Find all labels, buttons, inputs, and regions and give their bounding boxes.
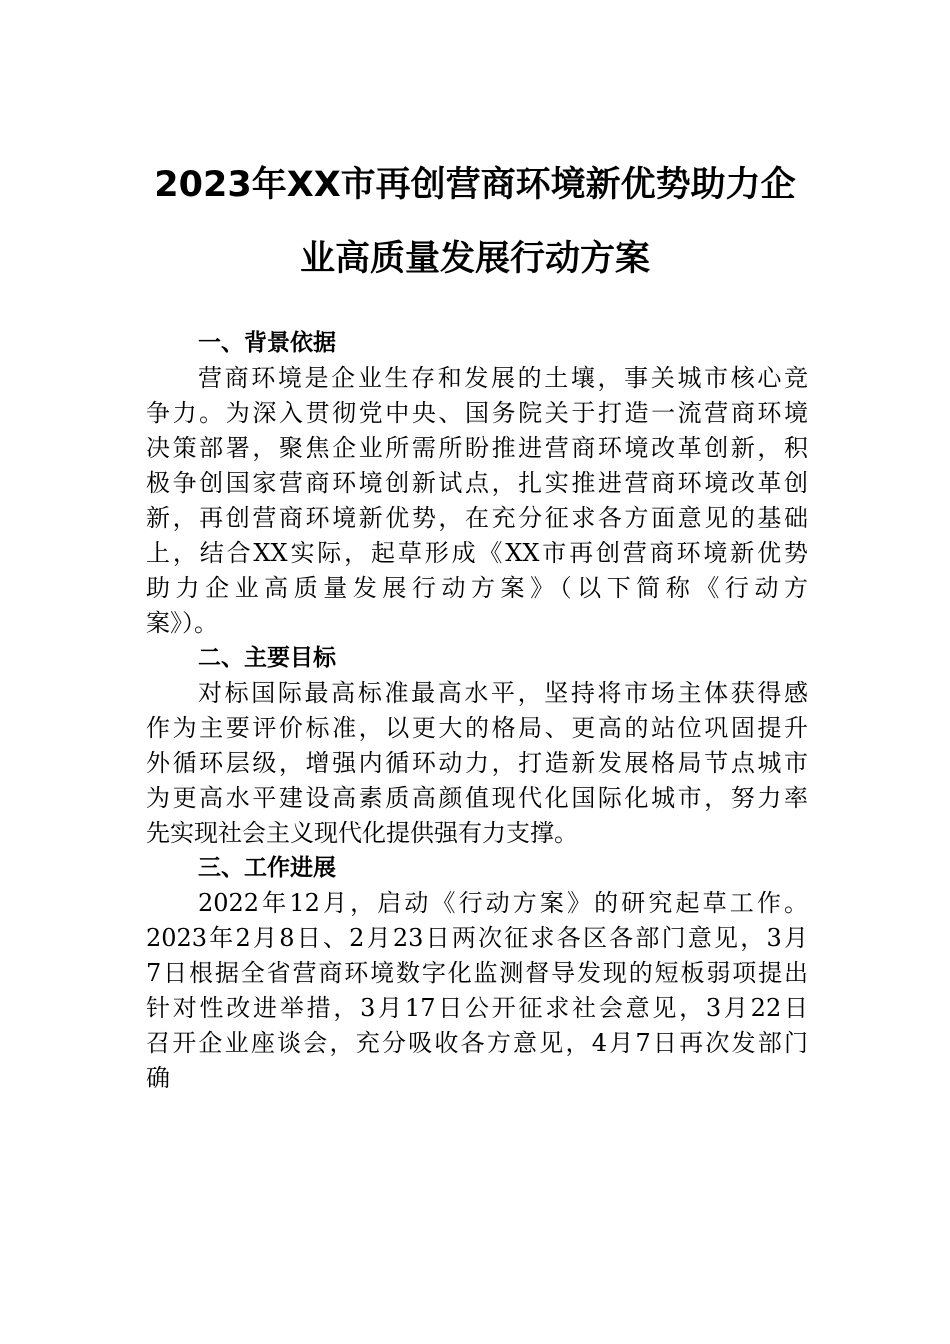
paragraph-line: 确 [146,1064,170,1092]
section-heading: 二、主要目标 [198,645,336,671]
paragraph-line: 案》）。 [146,609,218,637]
paragraph-line: 助力企业高质量发展行动方案》（以下简称《行动方 [146,574,808,602]
section-heading: 三、工作进展 [198,855,336,881]
section-paragraph [146,886,808,1096]
title-line: 2023年XX市再创营商环境新优势助力企 [154,165,796,205]
section-heading: 一、背景依据 [198,330,336,356]
title-line: 业高质量发展行动方案 [299,239,650,279]
paragraph-line: 先实现社会主义现代化提供强有力支撑。 [146,819,578,847]
section-paragraph [146,676,808,851]
paragraph-line: 决策部署，聚焦企业所需所盼推进营商环境改革创新，积 [146,434,808,462]
document-body [146,326,808,1096]
paragraph-line: 7日根据全省营商环境数字化监测督导发现的短板弱项提出 [146,959,808,987]
section-main-goals [146,641,808,851]
paragraph-line: 召开企业座谈会，充分吸收各方意见，4月7日再次发部门 [146,1029,808,1057]
paragraph-line: 2023年2月8日、2月23日两次征求各区各部门意见，3月 [146,924,808,952]
section-work-progress [146,851,808,1096]
paragraph-line: 营商环境是企业生存和发展的土壤，事关城市核心竞 [198,364,808,392]
paragraph-line: 外循环层级，增强内循环动力，打造新发展格局节点城市 [146,749,808,777]
paragraph-line: 极争创国家营商环境创新试点，扎实推进营商环境改革创 [146,469,808,497]
paragraph-line: 作为主要评价标准，以更大的格局、更高的站位巩固提升 [146,714,808,742]
paragraph-line: 新，再创营商环境新优势，在充分征求各方面意见的基础 [146,504,808,532]
paragraph-line: 争力。为深入贯彻党中央、国务院关于打造一流营商环境 [146,399,808,427]
section-background [146,326,808,641]
document-title [140,148,810,296]
section-paragraph [146,361,808,641]
paragraph-line: 针对性改进举措，3月17日公开征求社会意见，3月22日 [146,994,808,1022]
paragraph-line: 为更高水平建设高素质高颜值现代化国际化城市，努力率 [146,784,808,812]
paragraph-line: 上，结合XX实际，起草形成《XX市再创营商环境新优势 [146,539,808,567]
paragraph-line: 2022年12月，启动《行动方案》的研究起草工作。 [198,889,808,917]
paragraph-line: 对标国际最高标准最高水平，坚持将市场主体获得感 [198,679,808,707]
